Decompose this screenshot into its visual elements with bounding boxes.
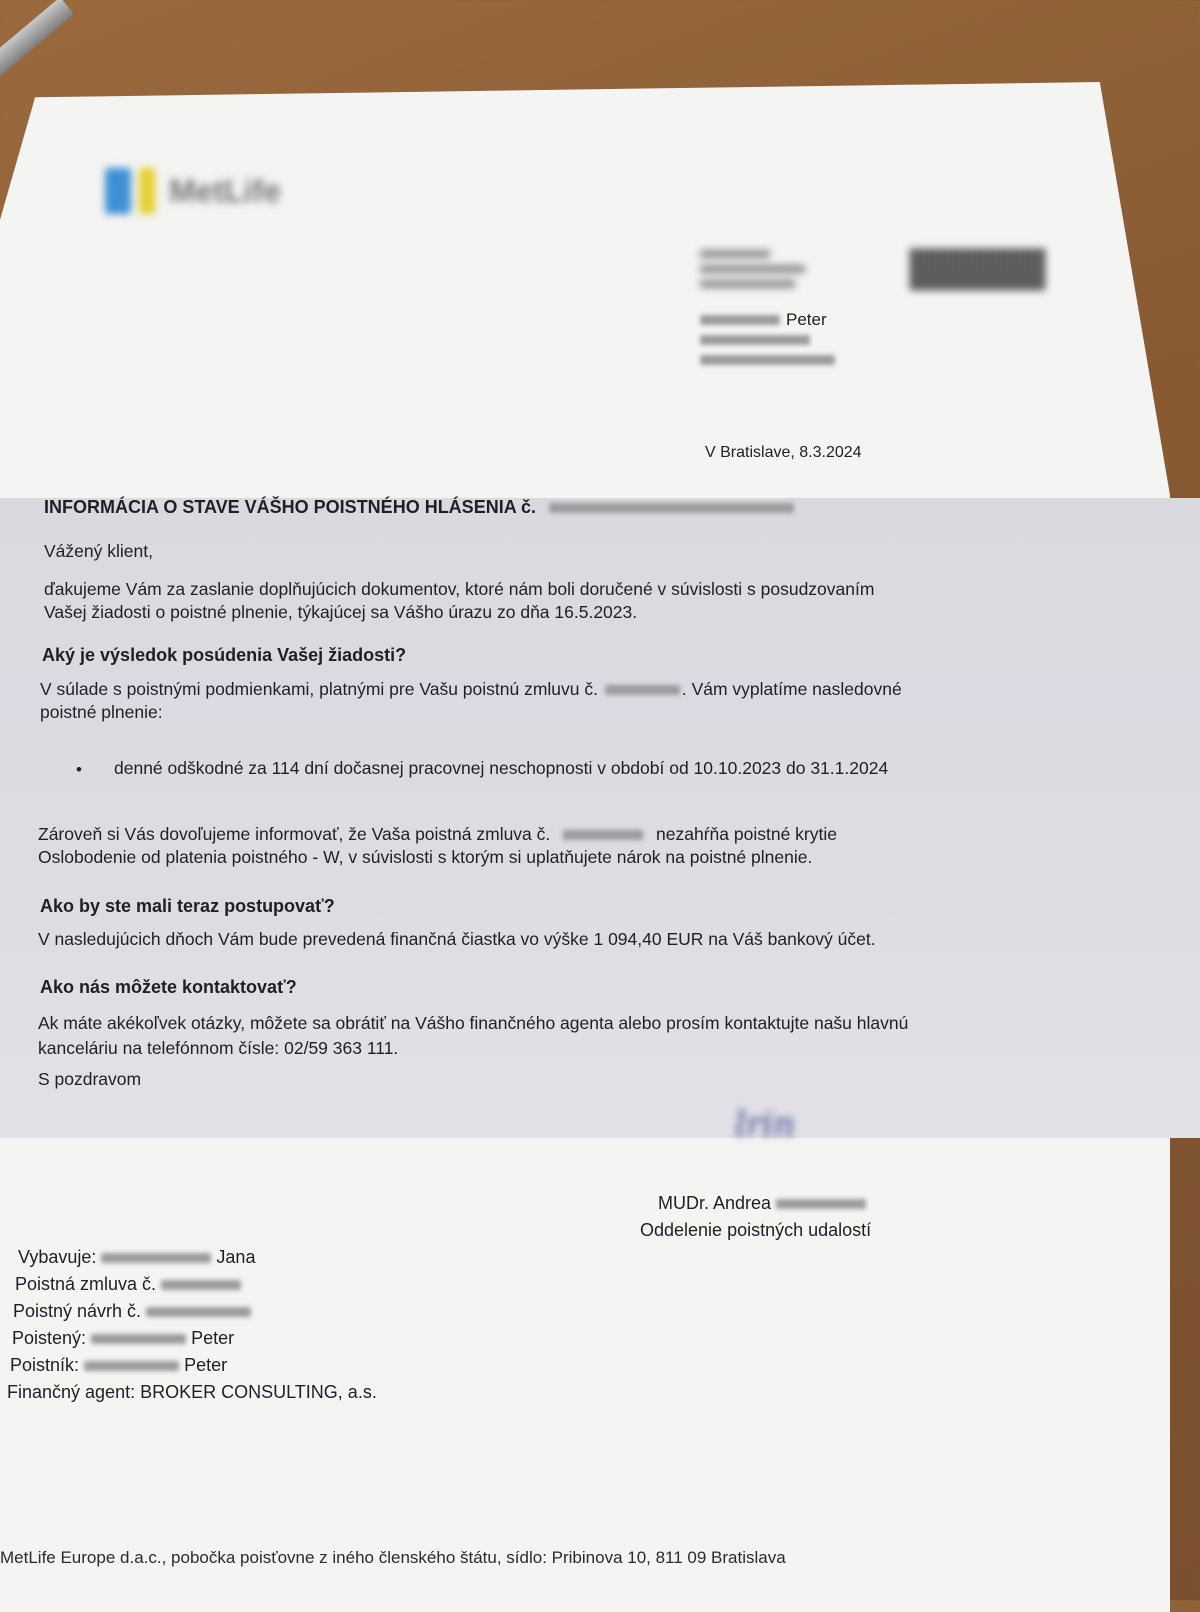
company-footer: MetLife Europe d.a.c., pobočka poisťovne z iného členského štátu, sídlo: Pribinova 10, 811 09 Bratislava [0,1548,786,1567]
policyholder-label: Poistník: [10,1355,80,1375]
question-result: Aký je výsledok posúdenia Vašej žiadosti? [42,645,407,665]
result-line-1a: V súlade s poistnými podmienkami, platnými pre Vašu poistnú zmluvu č. [40,679,598,699]
letter-heading [44,497,794,518]
signer-block [640,1190,871,1244]
signer-department: Oddelenie poistných udalostí [640,1220,872,1240]
result-line-1 [40,678,902,701]
company-logo [105,168,281,214]
bullet-item: denné odškodné za 114 dní dočasnej pracovnej neschopnosti v období od 10.10.2023 do 31.1.2024 [114,758,889,778]
result-line-2: poistné plnenie: [40,702,163,722]
next-steps-text: V nasledujúcich dňoch Vám bude prevedená finančná čiastka vo výške 1 094,40 EUR na Váš bankový účet. [38,929,876,949]
signer-name: MUDr. Andrea [658,1193,772,1213]
barcode-image [910,248,1045,290]
redacted-city [700,355,835,365]
contact-line-1: Ak máte akékoľvek otázky, môžete sa obrátiť na Vášho finančného agenta alebo prosím kontaktujte našu hlavnú [38,1013,909,1033]
redacted-contract-value [161,1280,241,1290]
redacted-policyholder-surname [84,1361,179,1371]
info-line-1b: nezahŕňa poistné krytie [656,824,837,844]
contact-line-2: kanceláriu na telefónnom čísle: 02/59 363 111. [38,1038,399,1058]
insured-name: Peter [191,1328,235,1348]
handled-by-label: Vybavuje: [18,1247,97,1267]
recipient-first-name: Peter [786,310,827,329]
handled-by-name: Jana [216,1247,256,1267]
recipient-address [700,310,835,370]
redacted-handler-surname [101,1253,211,1263]
redacted-signer-surname [776,1199,866,1209]
redacted-insured-surname [91,1334,186,1344]
info-line-1a: Zároveň si Vás dovoľujeme informovať, že Vaša poistná zmluva č. [38,824,551,844]
info-line-1 [38,823,837,846]
intro-line-2: Vašej žiadosti o poistné plnenie, týkajúcej sa Vášho úrazu zo dňa 16.5.2023. [44,602,638,622]
proposal-label: Poistný návrh č. [13,1301,142,1321]
salutation: Vážený klient, [44,541,153,561]
redacted-proposal-value [146,1307,251,1317]
logo-text: MetLife [169,172,281,209]
handwritten-signature: lrin [735,1105,795,1145]
letter-heading-text: INFORMÁCIA O STAVE VÁŠHO POISTNÉHO HLÁSENIA č. [44,497,537,517]
redacted-street [700,335,810,345]
agent-name: BROKER CONSULTING, a.s. [140,1382,377,1402]
closing: S pozdravom [38,1069,142,1089]
logo-mark-yellow [139,168,155,214]
redacted-contract-number [605,685,680,695]
info-line-2: Oslobodenie od platenia poistného - W, v súvislosti s ktorým si uplatňujete nárok na poistné plnenie. [38,847,813,867]
redacted-surname [700,315,780,325]
case-details [7,1244,377,1406]
sender-reference-block [700,250,805,295]
policyholder-name: Peter [184,1355,228,1375]
redacted-contract-number-2 [563,830,643,840]
redacted-claim-number [549,503,794,513]
question-next-steps: Ako by ste mali teraz postupovať? [40,896,335,916]
result-line-1b: . Vám vyplatíme nasledovné [681,679,902,699]
question-contact: Ako nás môžete kontaktovať? [40,977,297,997]
agent-label: Finančný agent: [7,1382,136,1402]
bullet-icon: • [76,760,82,779]
contract-label: Poistná zmluva č. [15,1274,157,1294]
insured-label: Poistený: [12,1328,87,1348]
intro-line-1: ďakujeme Vám za zaslanie doplňujúcich dokumentov, ktoré nám boli doručené v súvislosti s posudzovaním [44,579,875,599]
logo-mark-blue [105,168,131,214]
date-line: V Bratislave, 8.3.2024 [705,444,862,461]
scissors-object [0,0,74,85]
